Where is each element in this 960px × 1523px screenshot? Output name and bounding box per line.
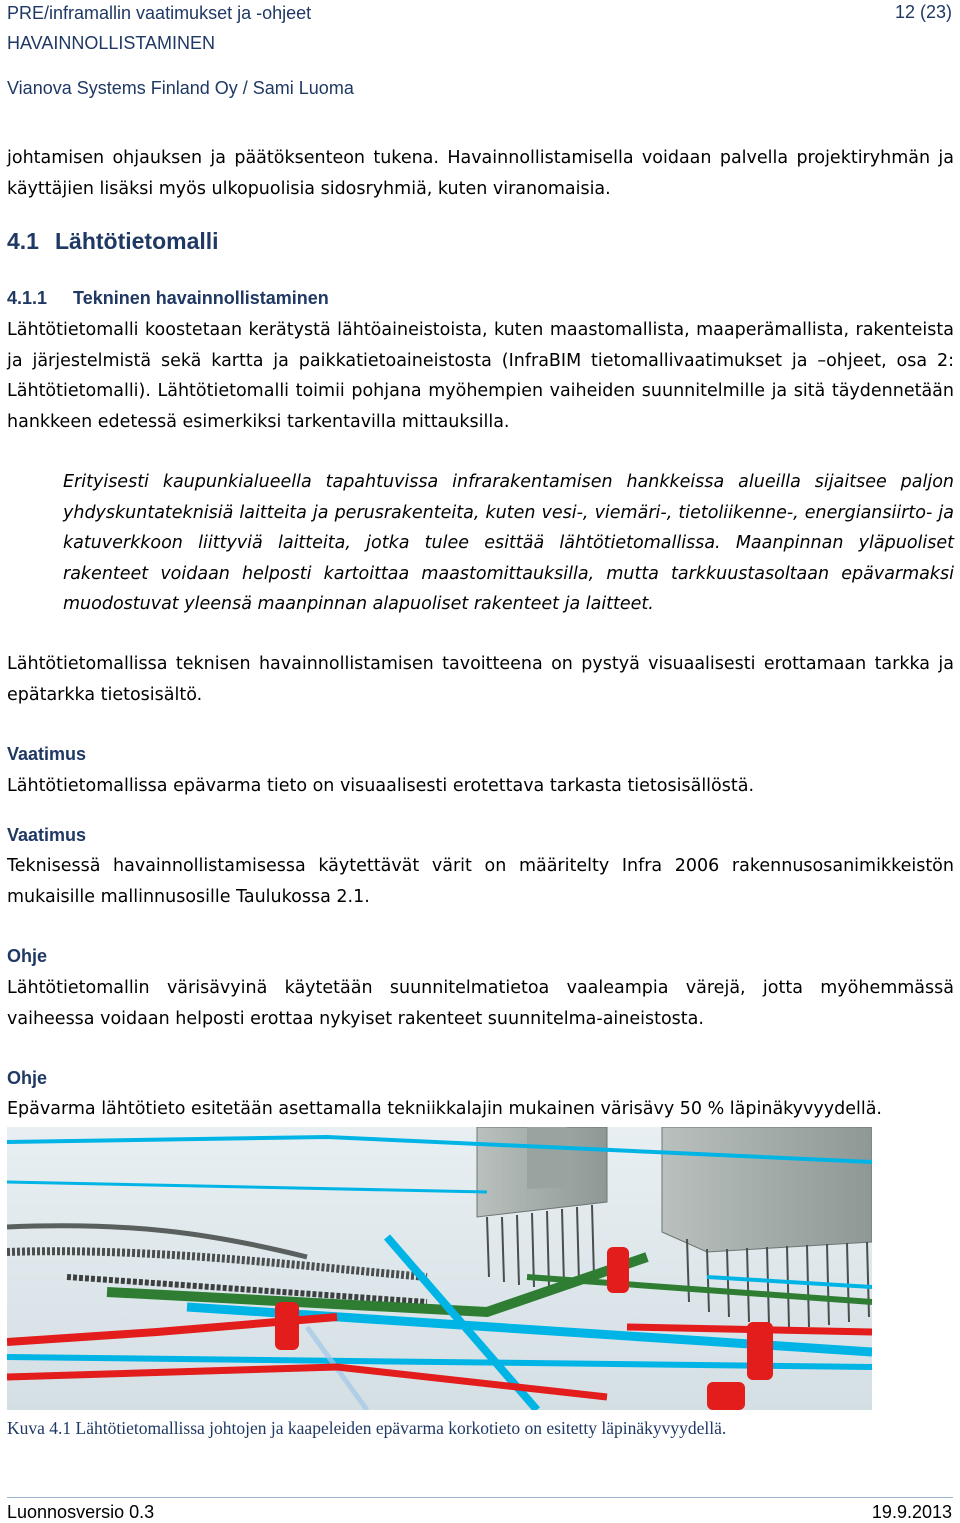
section-header: HAVAINNOLLISTAMINEN: [7, 33, 216, 53]
requirement-label: Vaatimus: [7, 825, 87, 845]
guideline-text: [7, 973, 954, 1034]
body-line: Lähtötietomallissa teknisen havainnollistamisen tavoitteena on pystyä visuaalisesti erottamaan tarkka ja: [7, 654, 954, 674]
section-heading: [7, 228, 219, 255]
requirement-text: [7, 771, 954, 802]
requirement-label: Vaatimus: [7, 744, 87, 764]
body-line: Teknisessä havainnollistamisessa käytettävät värit on määritelty Infra 2006 rakennusosanimikkeistön: [7, 856, 954, 876]
quote-line: rakenteet voidaan helposti kartoittaa maastomittauksilla, mutta tarkkuustasoltaan epävarmaksi: [63, 563, 954, 584]
footer-rule: [7, 1497, 953, 1498]
italic-paragraph: [63, 467, 954, 620]
body-line: Lähtötietomallissa epävarma tieto on visuaalisesti erotettava tarkasta tietosisällöstä.: [7, 776, 755, 796]
subsection-title: Tekninen havainnollistaminen: [73, 288, 329, 308]
doc-title: PRE/inframallin vaatimukset ja -ohjeet: [7, 3, 312, 23]
body-paragraph: [7, 649, 954, 710]
section-title: Lähtötietomalli: [54, 228, 219, 254]
body-line: Lähtötietomalli koostetaan kerätystä lähtöaineistoista, kuten maastomallista, maaperämallista, rakenteista: [7, 320, 954, 340]
guideline-label: Ohje: [7, 1068, 48, 1088]
quote-line: yhdyskuntateknisiä laitteita ja perusrakenteita, kuten vesi-, viemäri-, tietoliikenne-, energiansiirto- ja: [63, 502, 954, 523]
subsection-number: 4.1.1: [7, 288, 48, 308]
quote-line: katuverkkoon liittyviä laitteita, jotka tulee esittää lähtötietomallissa. Maanpinnan yläpuoliset: [63, 533, 954, 553]
footer-version: Luonnosversio 0.3: [7, 1502, 155, 1522]
footer-date: 19.9.2013: [871, 1502, 952, 1522]
figure-caption: Kuva 4.1 Lähtötietomallissa johtojen ja kaapeleiden epävarma korkotieto on esitetty läpinäkyvyydellä.: [7, 1418, 727, 1438]
infrastructure-model-figure: [7, 1127, 872, 1410]
body-line: vaiheessa voidaan helposti erottaa nykyiset rakenteet suunnitelma-aineistosta.: [7, 1008, 704, 1029]
guideline-label: Ohje: [7, 946, 48, 966]
body-line: epätarkka tietosisältö.: [7, 684, 203, 705]
body-line: ja järjestelmistä sekä kartta ja paikkatietoaineistosta (InfraBIM tietomallivaatimukset ja –ohjeet, osa 2:: [7, 350, 954, 371]
intro-line: käyttäjien lisäksi myös ulkopuolisia sidosryhmiä, kuten viranomaisia.: [7, 178, 611, 199]
guideline-text: [7, 1094, 954, 1125]
subsection-heading: [7, 288, 329, 309]
quote-line: Erityisesti kaupunkialueella tapahtuvissa infrarakentamisen hankkeissa alueilla sijaitsee paljon: [63, 472, 954, 492]
requirement-text: [7, 851, 954, 912]
author-line: Vianova Systems Finland Oy / Sami Luoma: [7, 78, 354, 98]
intro-line: johtamisen ohjauksen ja päätöksenteon tukena. Havainnollistamisella voidaan palvella projektiryhmän ja: [7, 148, 954, 168]
quote-line: muodostuvat yleensä maanpinnan alapuoliset rakenteet ja laitteet.: [63, 594, 654, 614]
intro-paragraph: [7, 143, 954, 204]
infrastructure-model-image: [7, 1127, 872, 1410]
page-number: 12 (23): [894, 2, 952, 22]
body-paragraph: [7, 315, 954, 437]
body-line: hankkeen edetessä esimerkiksi tarkentavilla mittauksilla.: [7, 411, 510, 432]
body-line: mukaisille mallinnusosille Taulukossa 2.1.: [7, 886, 370, 907]
section-number: 4.1: [7, 228, 39, 254]
body-line: Epävarma lähtötieto esitetään asettamalla tekniikkalajin mukainen värisävy 50 % läpinäkyvyydellä.: [7, 1099, 882, 1119]
body-line: Lähtötietomalli). Lähtötietomalli toimii pohjana myöhempien vaiheiden suunnitelmille ja sitä täydennetään: [7, 381, 954, 401]
body-line: Lähtötietomallin värisävyinä käytetään suunnitelmatietoa vaaleampia värejä, jotta myöhemmässä: [7, 978, 954, 998]
